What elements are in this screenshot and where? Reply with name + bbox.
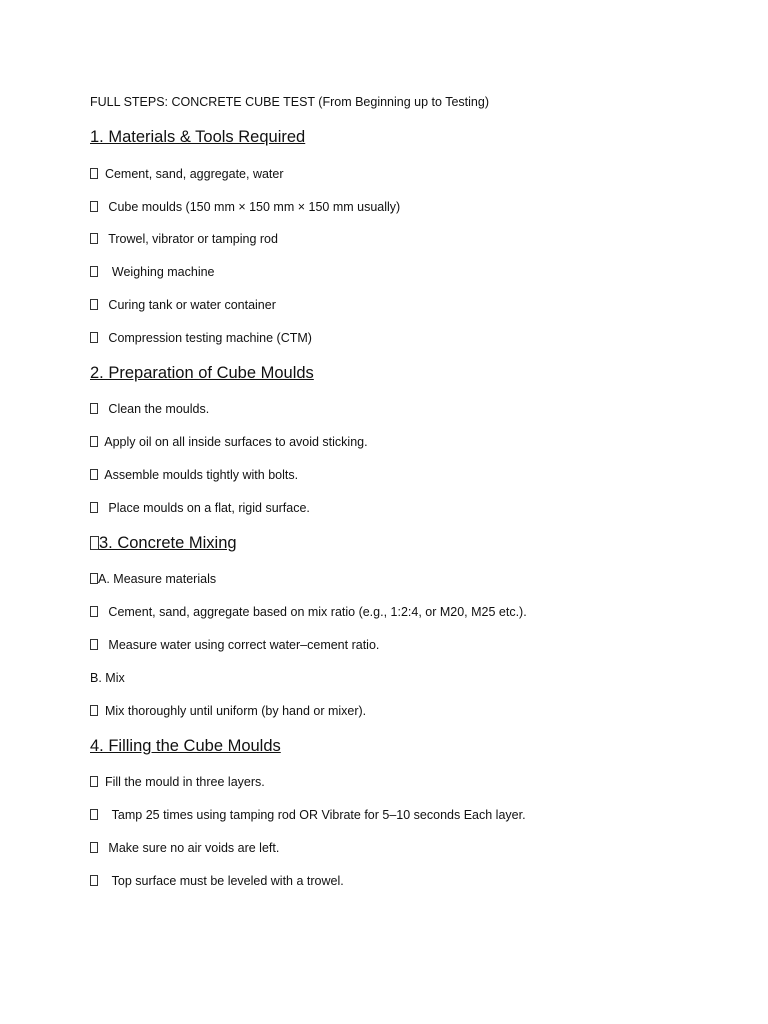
list-item: Cube moulds (150 mm × 150 mm × 150 mm usually) [90,199,400,215]
list-item: Apply oil on all inside surfaces to avoid sticking. [90,434,368,450]
list-item: Mix thoroughly until uniform (by hand or mixer). [90,703,366,719]
list-item: Cement, sand, aggregate based on mix ratio (e.g., 1:2:4, or M20, M25 etc.). [90,604,527,620]
missing-glyph-icon [90,332,98,343]
section-4-heading: 4. Filling the Cube Moulds [90,737,281,755]
section-1-heading: 1. Materials & Tools Required [90,128,306,146]
list-item: Fill the mould in three layers. [90,774,265,790]
missing-glyph-icon [90,403,98,414]
list-item: Trowel, vibrator or tamping rod [90,231,278,247]
subheading-a: A. Measure materials [90,571,216,587]
list-item: Clean the moulds. [90,401,209,417]
missing-glyph-icon [90,776,98,787]
list-item: Measure water using correct water–cement ratio. [90,637,379,653]
missing-glyph-icon [90,705,98,716]
missing-glyph-icon [90,639,98,650]
section-3-heading: 3. Concrete Mixing [90,533,237,553]
missing-glyph-icon [90,436,98,447]
missing-glyph-icon [90,573,98,584]
missing-glyph-icon [90,299,98,310]
missing-glyph-icon [90,168,98,179]
missing-glyph-icon [90,875,98,886]
list-item: Tamp 25 times using tamping rod OR Vibrate for 5–10 seconds Each layer. [90,807,526,823]
missing-glyph-icon [90,469,98,480]
list-item: Top surface must be leveled with a trowel. [90,873,344,889]
missing-glyph-icon [90,809,98,820]
missing-glyph-icon [90,842,98,853]
list-item: Cement, sand, aggregate, water [90,166,284,182]
list-item: Place moulds on a flat, rigid surface. [90,500,310,516]
list-item: Compression testing machine (CTM) [90,330,312,346]
missing-glyph-icon [90,502,98,513]
list-item: Curing tank or water container [90,297,276,313]
missing-glyph-icon [90,606,98,617]
subheading-b: B. Mix [90,671,125,685]
missing-glyph-icon [90,266,98,277]
list-item: Make sure no air voids are left. [90,840,279,856]
section-2-heading: 2. Preparation of Cube Moulds [90,364,314,382]
missing-glyph-icon [90,536,99,550]
document-title: FULL STEPS: CONCRETE CUBE TEST (From Beginning up to Testing) [90,95,489,109]
missing-glyph-icon [90,233,98,244]
list-item: Weighing machine [90,264,215,280]
missing-glyph-icon [90,201,98,212]
list-item: Assemble moulds tightly with bolts. [90,467,298,483]
